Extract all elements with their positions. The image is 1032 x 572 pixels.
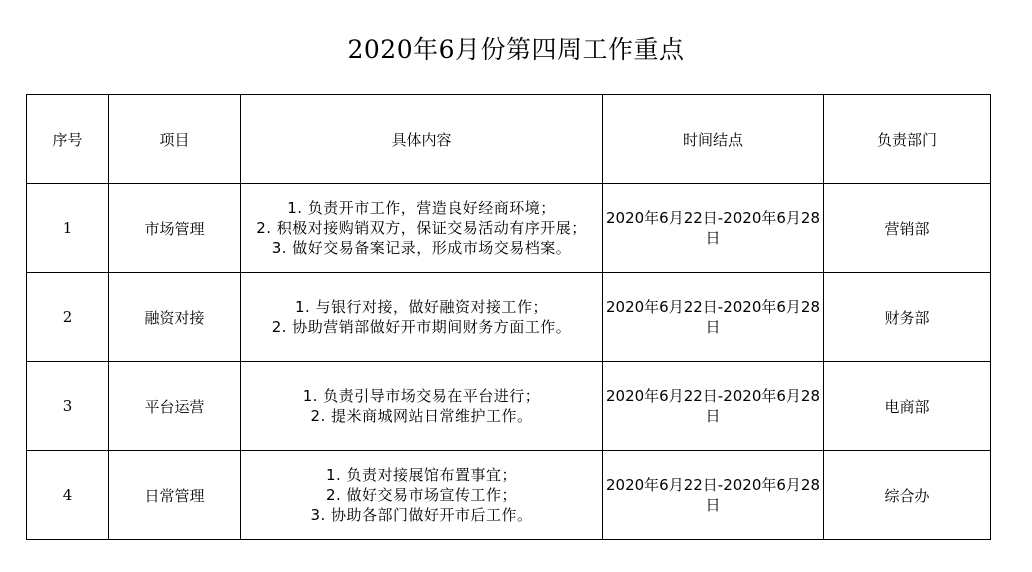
row-no: 4 [27, 451, 109, 540]
table-row [27, 451, 991, 540]
row-item: 融资对接 [109, 273, 241, 362]
task-item: 3. 做好交易备案记录，形成市场交易档案。 [271, 239, 572, 257]
row-dept: 营销部 [824, 184, 991, 273]
task-item: 1. 与银行对接，做好融资对接工作； [294, 298, 549, 316]
header-period: 时间结点 [603, 95, 824, 184]
row-period: 2020年6月22日-2020年6月28日 [603, 184, 824, 273]
row-tasks [241, 273, 603, 362]
row-no: 2 [27, 273, 109, 362]
header-dept: 负责部门 [824, 95, 991, 184]
row-item: 日常管理 [109, 451, 241, 540]
task-item: 3. 协助各部门做好开市后工作。 [310, 506, 533, 524]
document-title: 2020年6月份第四周工作重点 [347, 35, 685, 64]
row-tasks [241, 184, 603, 273]
row-period: 2020年6月22日-2020年6月28日 [603, 451, 824, 540]
row-item: 平台运营 [109, 362, 241, 451]
task-item: 2. 协助营销部做好开市期间财务方面工作。 [271, 318, 572, 336]
table-row [27, 362, 991, 451]
task-item: 1. 负责开市工作，营造良好经商环境； [287, 199, 556, 217]
task-item: 1. 负责引导市场交易在平台进行； [302, 387, 541, 405]
table-header-row [27, 95, 991, 184]
task-item: 1. 负责对接展馆布置事宜； [325, 466, 518, 484]
task-item: 2. 积极对接购销双方，保证交易活动有序开展； [256, 219, 587, 237]
row-no: 1 [27, 184, 109, 273]
row-tasks [241, 451, 603, 540]
table-row [27, 184, 991, 273]
row-dept: 综合办 [824, 451, 991, 540]
row-period: 2020年6月22日-2020年6月28日 [603, 273, 824, 362]
row-dept: 财务部 [824, 273, 991, 362]
row-item: 市场管理 [109, 184, 241, 273]
row-no: 3 [27, 362, 109, 451]
table-row [27, 273, 991, 362]
header-item: 项目 [109, 95, 241, 184]
row-dept: 电商部 [824, 362, 991, 451]
header-no: 序号 [27, 95, 109, 184]
header-content: 具体内容 [241, 95, 603, 184]
work-plan-table [26, 94, 991, 540]
row-tasks [241, 362, 603, 451]
row-period: 2020年6月22日-2020年6月28日 [603, 362, 824, 451]
task-item: 2. 做好交易市场宣传工作； [325, 486, 518, 504]
task-item: 2. 提米商城网站日常维护工作。 [310, 407, 533, 425]
